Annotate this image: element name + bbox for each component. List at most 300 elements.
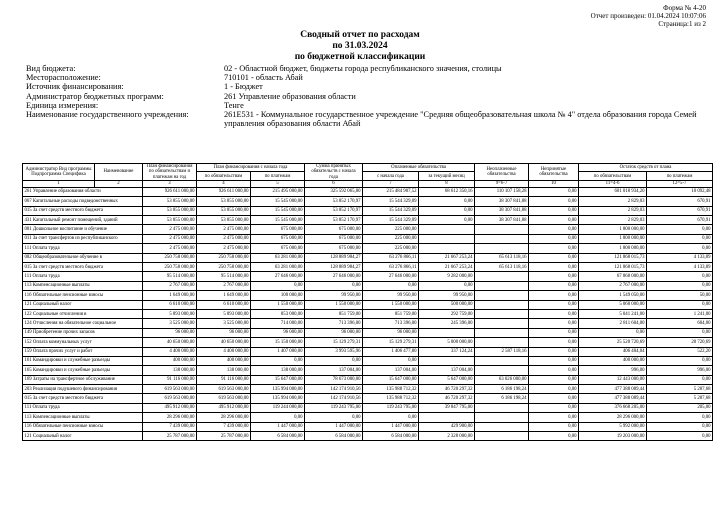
- row-value: 99 950,00: [305, 291, 363, 300]
- row-value: 670,91: [647, 197, 713, 206]
- row-value: [475, 272, 529, 281]
- row-name: 122 Социальные отчисления в: [23, 309, 143, 318]
- row-value: 670,91: [647, 206, 713, 215]
- row-value: 604,00: [647, 319, 713, 328]
- row-value: 1 447 000,00: [305, 422, 363, 431]
- row-value: [419, 234, 475, 243]
- row-value: 53 855 000,00: [197, 206, 251, 215]
- row-name: 082 Общеобразовательное обучение в: [23, 253, 143, 262]
- row-value: 91 116 000,00: [143, 375, 197, 384]
- row-value: 1 550 000,00: [363, 300, 419, 309]
- row-value: 128 889 984,27: [305, 263, 363, 272]
- row-value: 78 673 000,00: [305, 375, 363, 384]
- row-name: 111 Оплата труда: [23, 244, 143, 253]
- row-name: 121 Социальный налог: [23, 432, 143, 441]
- row-value: 0,00: [305, 281, 363, 290]
- row-value: 2 767 000,00: [197, 281, 251, 290]
- row-value: 225 000,00: [363, 234, 419, 243]
- column-number: 2: [95, 180, 143, 187]
- row-value: 99 950,00: [419, 291, 475, 300]
- row-value: 0,00: [647, 432, 713, 441]
- row-value: 376 668 205,00: [579, 403, 647, 412]
- row-value: [475, 319, 529, 328]
- info-label: Администратор бюджетных программ:: [26, 91, 164, 101]
- row-name: 203 Реализация подушевого финансирования: [23, 385, 143, 394]
- row-value: 0,00: [647, 281, 713, 290]
- row-value: 7 439 000,00: [197, 422, 251, 431]
- header-name: Наименование: [95, 164, 143, 181]
- row-value: 0,00: [419, 281, 475, 290]
- row-value: 2 475 000,00: [197, 234, 251, 243]
- row-value: 292 759,00: [419, 309, 475, 318]
- row-value: 5 287,68: [647, 394, 713, 403]
- info-label: Месторасположение:: [26, 73, 101, 83]
- row-value: 522,20: [647, 347, 713, 356]
- row-value: 500 000,00: [419, 300, 475, 309]
- row-value: 91 116 000,00: [197, 375, 251, 384]
- row-value: 53 852 170,97: [305, 216, 363, 225]
- row-value: 619 563 000,00: [143, 394, 197, 403]
- row-name: 111 Оплата труда: [23, 272, 143, 281]
- row-value: 2 767 000,00: [579, 281, 647, 290]
- row-value: 675 000,00: [251, 234, 305, 243]
- row-value: 20 720,69: [647, 338, 713, 347]
- row-value: 2 475 000,00: [197, 225, 251, 234]
- row-value: 135 988 712,32: [363, 385, 419, 394]
- column-number: 6: [305, 180, 363, 187]
- expense-table: [22, 163, 713, 441]
- header-plan-group: План финансирования с начала года: [197, 164, 305, 172]
- row-name: 159 Оплата прочих услуг и работ: [23, 347, 143, 356]
- row-value: [475, 366, 529, 375]
- row-value: 142 174 910,56: [305, 385, 363, 394]
- row-value: 851 759,00: [363, 309, 419, 318]
- header-paid-start: с начала года: [363, 172, 419, 180]
- row-value: 142 174 910,56: [305, 394, 363, 403]
- row-value: 0,00: [529, 216, 579, 225]
- row-value: 0,00: [529, 291, 579, 300]
- row-value: 2 475 000,00: [143, 225, 197, 234]
- row-value: 110 107 158,28: [475, 187, 529, 196]
- row-value: 9 282 000,00: [419, 272, 475, 281]
- column-number: 12=5-7: [647, 180, 713, 187]
- row-value: 0,00: [529, 244, 579, 253]
- report-info: [26, 64, 716, 128]
- row-value: 100 000,00: [251, 291, 305, 300]
- row-value: 96 000,00: [143, 328, 197, 337]
- row-value: 675 000,00: [251, 225, 305, 234]
- form-meta: [591, 4, 706, 28]
- info-label: Единица измерения:: [26, 100, 99, 110]
- row-value: 135 994 000,00: [251, 385, 305, 394]
- column-number: 1: [23, 180, 95, 187]
- row-value: 1 800 000,00: [579, 244, 647, 253]
- table-row: [23, 216, 713, 225]
- table-row: [23, 197, 713, 206]
- row-value: [475, 281, 529, 290]
- row-value: 6 610 000,00: [143, 300, 197, 309]
- row-name: 015 За счет средств местного бюджета: [23, 394, 143, 403]
- column-number: 7: [363, 180, 419, 187]
- row-value: 851 759,00: [305, 309, 363, 318]
- row-value: 0,00: [647, 300, 713, 309]
- info-row: [26, 82, 716, 91]
- column-number: 8: [419, 180, 475, 187]
- row-value: 15 545 000,00: [251, 206, 305, 215]
- row-value: 95 514 000,00: [143, 272, 197, 281]
- report-generated: Отчет произведен: 01.04.2024 10:07:06: [590, 12, 706, 20]
- column-number: 5: [251, 180, 305, 187]
- row-value: 225 000,00: [363, 244, 419, 253]
- row-value: 675 000,00: [305, 234, 363, 243]
- row-value: 0,00: [363, 281, 419, 290]
- row-value: 135 988 712,32: [363, 394, 419, 403]
- row-value: 6 584 000,00: [305, 432, 363, 441]
- row-value: 135 994 000,00: [251, 394, 305, 403]
- title-line-2: по 31.03.2024: [332, 41, 388, 51]
- row-value: 0,00: [529, 413, 579, 422]
- info-value: Тенге: [224, 100, 244, 110]
- row-value: [475, 422, 529, 431]
- row-value: 28 296 000,00: [143, 413, 197, 422]
- row-value: 0,00: [251, 281, 305, 290]
- row-value: 0,00: [647, 413, 713, 422]
- row-value: 15 544 329,09: [363, 216, 419, 225]
- row-value: 25 520 720,69: [579, 338, 647, 347]
- row-value: 4 400 000,00: [197, 347, 251, 356]
- row-value: 250 758 000,00: [197, 263, 251, 272]
- row-value: 53 855 000,00: [143, 206, 197, 215]
- row-value: 619 563 000,00: [197, 385, 251, 394]
- table-row: [23, 225, 713, 234]
- table-row: [23, 319, 713, 328]
- row-value: 99 950,00: [363, 291, 419, 300]
- row-value: 1 549 050,00: [579, 291, 647, 300]
- row-value: 19 203 000,00: [579, 432, 647, 441]
- row-value: 714 000,00: [251, 319, 305, 328]
- table-row: [23, 403, 713, 412]
- row-value: 0,00: [647, 328, 713, 337]
- header-registered: Сумма принятых обязательств с начала года: [305, 164, 363, 181]
- row-value: 38 307 841,88: [475, 197, 529, 206]
- table-row: [23, 432, 713, 441]
- row-value: 12 443 000,00: [579, 375, 647, 384]
- info-row: [26, 101, 716, 110]
- row-value: 0,00: [579, 328, 647, 337]
- row-value: 5 992 000,00: [579, 422, 647, 431]
- row-value: 400 000,00: [197, 356, 251, 365]
- row-value: 495 912 000,00: [197, 403, 251, 412]
- row-value: [475, 234, 529, 243]
- row-value: 121 868 015,73: [579, 253, 647, 262]
- row-value: 0,00: [419, 206, 475, 215]
- row-value: 225 000,00: [363, 225, 419, 234]
- row-value: 0,00: [419, 197, 475, 206]
- row-value: 1 447 000,00: [251, 422, 305, 431]
- row-name: 124 Отчисления на обязательное социальное: [23, 319, 143, 328]
- row-value: 119 244 000,00: [251, 403, 305, 412]
- row-value: 406 404,04: [579, 347, 647, 356]
- title-line-1: Сводный отчет по расходам: [300, 30, 420, 40]
- row-value: 138 000,00: [143, 366, 197, 375]
- row-value: 2 829,03: [579, 206, 647, 215]
- row-value: 996,00: [579, 366, 647, 375]
- column-number: 9=6-7: [475, 180, 529, 187]
- table-row: [23, 413, 713, 422]
- table-row: [23, 347, 713, 356]
- column-numbers-row: [23, 180, 713, 187]
- row-value: 53 855 000,00: [197, 197, 251, 206]
- row-value: 63 026 000,00: [475, 375, 529, 384]
- row-value: 0,00: [529, 263, 579, 272]
- row-value: 39 847 795,00: [419, 403, 475, 412]
- table-row: [23, 300, 713, 309]
- row-name: 116 Обязательные пенсионные взносы: [23, 422, 143, 431]
- table-row: [23, 394, 713, 403]
- column-number: 10: [529, 180, 579, 187]
- row-value: [475, 432, 529, 441]
- table-row: [23, 253, 713, 262]
- row-value: 96 000,00: [197, 328, 251, 337]
- row-value: 0,00: [529, 338, 579, 347]
- row-value: 5 060 000,00: [579, 300, 647, 309]
- info-row: [26, 64, 716, 73]
- row-value: 6 186 198,24: [475, 385, 529, 394]
- row-value: 15 544 329,09: [363, 197, 419, 206]
- row-value: 46 720 297,32: [419, 394, 475, 403]
- table-row: [23, 234, 713, 243]
- row-value: 713 396,00: [305, 319, 363, 328]
- row-value: 2 475 000,00: [197, 244, 251, 253]
- row-value: 5 893 000,00: [143, 309, 197, 318]
- row-value: 6 610 000,00: [197, 300, 251, 309]
- row-value: 0,00: [647, 234, 713, 243]
- info-value: 710101 - область Абай: [224, 73, 303, 83]
- title-line-3: по бюджетной классификации: [294, 52, 426, 62]
- row-value: 96 000,00: [363, 328, 419, 337]
- table-row: [23, 244, 713, 253]
- row-value: 46 720 297,32: [419, 385, 475, 394]
- row-value: 675 000,00: [305, 244, 363, 253]
- row-value: 429 900,00: [419, 422, 475, 431]
- row-value: 21 667 253,24: [419, 263, 475, 272]
- row-value: 250 758 000,00: [143, 253, 197, 262]
- row-value: 53 855 000,00: [197, 216, 251, 225]
- row-value: 53 855 000,00: [143, 216, 197, 225]
- row-value: 0,00: [529, 432, 579, 441]
- row-value: 0,00: [529, 319, 579, 328]
- row-value: 0,00: [419, 216, 475, 225]
- row-value: 250 758 000,00: [197, 253, 251, 262]
- row-value: 27 646 000,00: [305, 272, 363, 281]
- table-row: [23, 338, 713, 347]
- row-name: 116 Обязательные пенсионные взносы: [23, 291, 143, 300]
- row-value: 0,00: [251, 413, 305, 422]
- row-value: [475, 338, 529, 347]
- row-name: 011 За счет трансфертов из республиканского: [23, 234, 143, 243]
- row-value: 853 000,00: [251, 309, 305, 318]
- info-value: 02 - Областной бюджет, бюджеты города республиканского значения, столицы: [224, 64, 502, 73]
- row-value: 2 829,03: [579, 216, 647, 225]
- row-value: 3 525 000,00: [197, 319, 251, 328]
- row-value: 15 647 000,00: [251, 375, 305, 384]
- row-value: 1 241,00: [647, 309, 713, 318]
- row-value: 0,00: [305, 356, 363, 365]
- row-value: 1 800 000,00: [579, 234, 647, 243]
- row-value: 5 893 000,00: [197, 309, 251, 318]
- header-plan-payments: по платежам: [251, 172, 305, 180]
- row-value: 670,91: [647, 216, 713, 225]
- row-value: [419, 356, 475, 365]
- row-value: 6 584 000,00: [363, 432, 419, 441]
- row-value: 128 889 984,27: [305, 253, 363, 262]
- row-value: [419, 413, 475, 422]
- column-number: 11=4-6: [579, 180, 647, 187]
- row-value: 926 611 000,00: [197, 187, 251, 196]
- row-value: 0,00: [251, 356, 305, 365]
- row-value: 119 243 795,00: [305, 403, 363, 412]
- row-value: 40 650 000,00: [143, 338, 197, 347]
- row-value: 5 041 241,00: [579, 309, 647, 318]
- row-value: [419, 328, 475, 337]
- row-value: 0,00: [529, 253, 579, 262]
- page-indicator: Страница:1 из 2: [658, 20, 706, 28]
- row-value: 6 186 198,24: [475, 394, 529, 403]
- row-value: 6 584 000,00: [251, 432, 305, 441]
- row-value: [475, 225, 529, 234]
- table-row: [23, 281, 713, 290]
- row-value: 2 829,03: [579, 197, 647, 206]
- row-value: 0,00: [529, 234, 579, 243]
- row-value: 0,00: [647, 375, 713, 384]
- row-value: 0,00: [529, 347, 579, 356]
- info-row: [26, 92, 716, 101]
- row-value: 63 281 000,00: [251, 263, 305, 272]
- row-name: 152 Оплата коммунальных услуг: [23, 338, 143, 347]
- row-value: 137 004,00: [305, 366, 363, 375]
- row-value: 337 124,24: [419, 347, 475, 356]
- row-value: 400 000,00: [579, 356, 647, 365]
- row-name: 015 За счет средств местного бюджета: [23, 206, 143, 215]
- row-value: 7 439 000,00: [143, 422, 197, 431]
- row-name: 161 Командировки и служебные разъезды: [23, 356, 143, 365]
- info-label: Вид бюджета:: [26, 64, 76, 73]
- row-value: [475, 356, 529, 365]
- row-value: 619 563 000,00: [143, 385, 197, 394]
- row-value: 0,00: [647, 422, 713, 431]
- row-value: 138 000,00: [251, 366, 305, 375]
- row-value: 5 647 000,00: [419, 375, 475, 384]
- row-name: 169 Затраты на трансфертное обслуживание: [23, 375, 143, 384]
- row-value: 495 912 000,00: [143, 403, 197, 412]
- row-value: 50,00: [647, 291, 713, 300]
- table-row: [23, 422, 713, 431]
- row-value: 65 613 118,16: [475, 253, 529, 262]
- row-value: 0,00: [529, 422, 579, 431]
- row-value: 926 611 000,00: [143, 187, 197, 196]
- column-number: 4: [197, 180, 251, 187]
- row-value: 53 855 000,00: [143, 197, 197, 206]
- row-value: 1 406 477,80: [363, 347, 419, 356]
- row-value: 1 800 000,00: [579, 225, 647, 234]
- row-value: [419, 225, 475, 234]
- row-value: 0,00: [647, 225, 713, 234]
- row-value: 0,00: [647, 356, 713, 365]
- row-value: 15 544 329,09: [363, 206, 419, 215]
- row-value: 0,00: [529, 366, 579, 375]
- info-value: 1 - Бюджет: [224, 82, 263, 92]
- row-value: 38 307 841,88: [475, 216, 529, 225]
- row-value: 10 092,48: [647, 187, 713, 196]
- row-value: 121 868 015,73: [579, 263, 647, 272]
- row-name: 113 Компенсационные выплаты: [23, 281, 143, 290]
- row-value: 1 550 000,00: [251, 300, 305, 309]
- row-value: 0,00: [529, 300, 579, 309]
- row-value: 205,00: [647, 403, 713, 412]
- row-value: 15 129 279,31: [363, 338, 419, 347]
- row-value: 325 592 065,80: [305, 187, 363, 196]
- row-value: 63 281 000,00: [251, 253, 305, 262]
- row-value: 63 276 866,11: [363, 263, 419, 272]
- row-value: 245 396,00: [419, 319, 475, 328]
- row-value: 137 004,00: [419, 366, 475, 375]
- row-value: 0,00: [305, 413, 363, 422]
- row-value: [475, 328, 529, 337]
- table-row: [23, 291, 713, 300]
- row-value: 2 475 000,00: [143, 234, 197, 243]
- row-value: 65 613 118,16: [475, 263, 529, 272]
- row-name: 081 Дошкольное воспитание и обучение: [23, 225, 143, 234]
- row-value: 2 767 000,00: [143, 281, 197, 290]
- row-value: 4 400 000,00: [143, 347, 197, 356]
- table-row: [23, 206, 713, 215]
- row-value: [475, 403, 529, 412]
- row-value: 0,00: [529, 197, 579, 206]
- row-value: 0,00: [363, 356, 419, 365]
- row-value: 0,00: [529, 394, 579, 403]
- header-rest-obligations: по обязательствам: [579, 172, 647, 180]
- row-value: 0,00: [647, 272, 713, 281]
- row-name: 111 Оплата труда: [23, 403, 143, 412]
- row-value: 40 650 000,00: [197, 338, 251, 347]
- info-row: [26, 110, 716, 128]
- row-value: 0,00: [529, 281, 579, 290]
- header-rest-group: Остаток средств от плана: [579, 164, 713, 172]
- row-value: 2 811 604,00: [579, 319, 647, 328]
- row-value: 0,00: [529, 385, 579, 394]
- table-row: [23, 356, 713, 365]
- row-value: 0,00: [529, 206, 579, 215]
- row-value: 15 150 000,00: [251, 338, 305, 347]
- row-value: 4 133,89: [647, 253, 713, 262]
- table-row: [23, 187, 713, 196]
- row-value: 3 993 595,96: [305, 347, 363, 356]
- row-value: 1 447 000,00: [363, 422, 419, 431]
- row-value: 119 243 795,00: [363, 403, 419, 412]
- row-value: 25 787 000,00: [197, 432, 251, 441]
- row-value: 3 525 000,00: [143, 319, 197, 328]
- row-value: 1 649 000,00: [143, 291, 197, 300]
- report-title: [0, 30, 720, 63]
- row-name: 431 Капитальный ремонт помещений, зданий: [23, 216, 143, 225]
- row-value: 713 396,00: [363, 319, 419, 328]
- row-value: 0,00: [529, 403, 579, 412]
- row-name: 121 Социальный налог: [23, 300, 143, 309]
- row-value: 25 787 000,00: [143, 432, 197, 441]
- row-value: 2 587 118,16: [475, 347, 529, 356]
- row-value: [475, 413, 529, 422]
- row-name: 113 Компенсационные выплаты: [23, 413, 143, 422]
